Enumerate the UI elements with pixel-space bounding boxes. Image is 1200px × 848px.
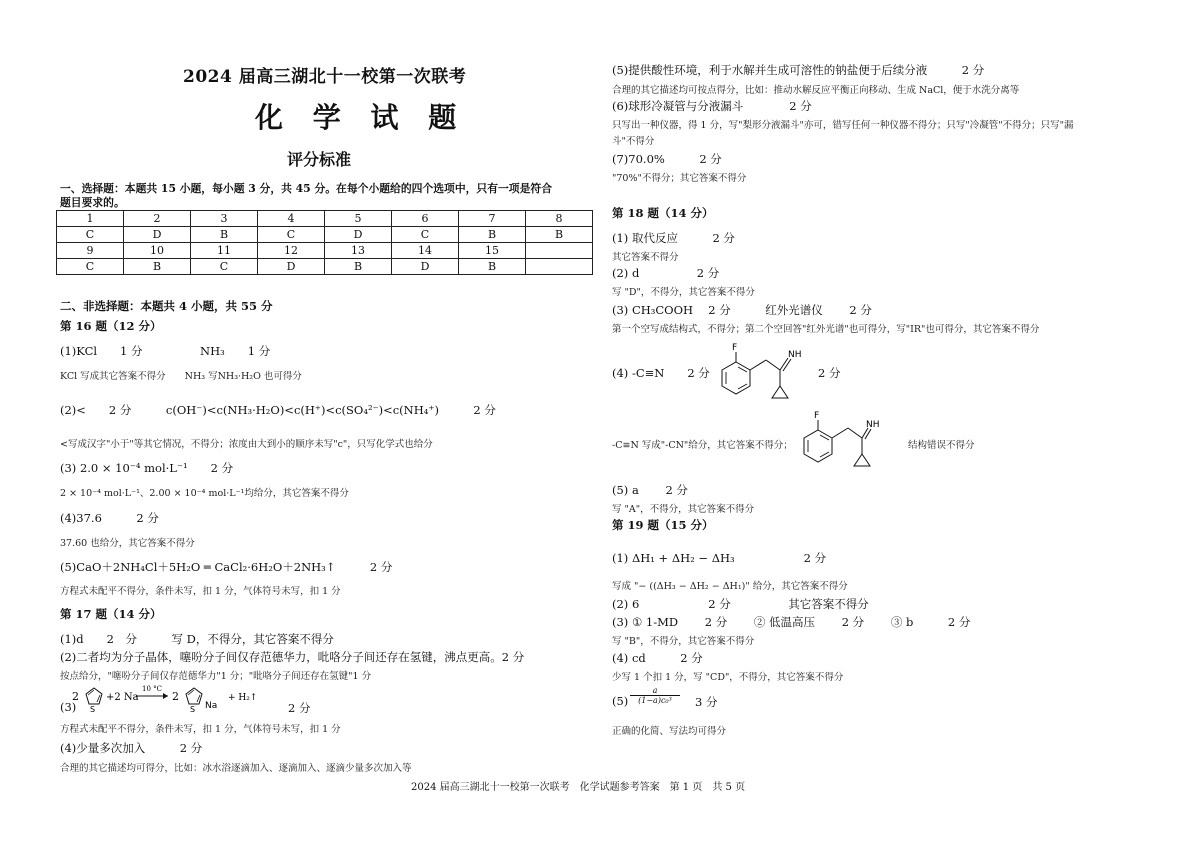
q16-part2: (2)< 2 分 c(OH⁻)<c(NH₃·H₂O)<c(H⁺)<c(SO₄²⁻)<c(NH₄⁺) 2 分 [60, 403, 496, 417]
q19-part1: (1) ΔH₁ + ΔH₂ − ΔH₃ 2 分 [612, 551, 827, 565]
table-cell: B [191, 227, 258, 243]
q18-title: 第 18 题（14 分） [612, 206, 714, 220]
table-cell: 13 [325, 243, 392, 259]
q17-part3-score: 2 分 [288, 701, 311, 715]
table-cell: 6 [392, 211, 459, 227]
q19-note5: 正确的化简、写法均可得分 [612, 726, 727, 737]
q18-note1: 其它答案不得分 [612, 252, 679, 263]
table-cell: C [258, 227, 325, 243]
table-cell: 7 [459, 211, 526, 227]
svg-text:+ H₂↑: + H₂↑ [228, 693, 258, 703]
fraction-denominator: (1−a)c₀³ [638, 696, 672, 705]
imine-label-alt: NH [866, 420, 880, 430]
svg-text:S: S [190, 705, 196, 714]
exam-title: 2024 届高三湖北十一校第一次联考 [183, 67, 467, 87]
table-cell: 14 [392, 243, 459, 259]
imine-label: NH [788, 350, 802, 360]
q18-note5: 写 "A"，不得分，其它答案不得分 [612, 504, 755, 515]
table-row [57, 211, 593, 227]
q19-part2: (2) 6 2 分 其它答案不得分 [612, 597, 869, 611]
svg-text:Na: Na [205, 701, 218, 711]
table-cell: D [325, 227, 392, 243]
svg-text:2: 2 [72, 690, 79, 703]
reaction-condition: 10 °C [142, 685, 162, 693]
q17-note6-cont: 斗"不得分 [612, 136, 655, 147]
table-cell: D [392, 259, 459, 275]
q17-note2: 按点给分，"噻吩分子间仅存范德华力"1 分；"吡咯分子间还存在氢键"1 分 [60, 671, 372, 682]
table-row [57, 227, 593, 243]
subtitle: 评分标准 [287, 150, 352, 169]
q17-part2: (2)二者均为分子晶体，噻吩分子间仅存范德华力，吡咯分子间还存在氢键，沸点更高。2 分 [60, 650, 525, 664]
q19-note3: 写 "B"，不得分，其它答案不得分 [612, 636, 755, 647]
page-footer: 2024 届高三湖北十一校第一次联考 化学试题参考答案 第 1 页 共 5 页 [411, 782, 746, 793]
table-cell: D [258, 259, 325, 275]
section1-heading: 一、选择题：本题共 15 小题，每小题 3 分，共 45 分。在每个小题给的四个选项中，只有一项是符合 [60, 182, 552, 195]
q17-note5: 合理的其它描述均可按点得分，比如：推动水解反应平衡正向移动、生成 NaCl，便于水洗分离等 [612, 85, 1020, 96]
q18-part4: (4) -C≡N 2 分 [612, 366, 710, 380]
q18-note2: 写 "D"，不得分，其它答案不得分 [612, 287, 755, 298]
subject-title: 化 学 试 题 [255, 101, 467, 134]
q16-note3: 2 × 10⁻⁴ mol·L⁻¹、2.00 × 10⁻⁴ mol·L⁻¹均给分，其它答案不得分 [60, 488, 349, 499]
q17-part1: (1)d 2 分 写 D，不得分，其它答案不得分 [60, 632, 334, 646]
table-cell: C [191, 259, 258, 275]
table-cell: C [57, 259, 124, 275]
table-cell: 8 [526, 211, 593, 227]
fluorophenyl-imine-structure [716, 340, 816, 420]
section2-heading: 二、非选择题：本题共 4 小题，共 55 分 [60, 299, 273, 313]
table-cell: B [459, 259, 526, 275]
svg-text:2: 2 [172, 690, 179, 703]
q18-part3: (3) CH₃COOH 2 分 红外光谱仪 2 分 [612, 303, 872, 317]
fluorine-label-alt: F [814, 411, 820, 421]
q17-title: 第 17 题（14 分） [60, 607, 162, 621]
q17-part5: (5)提供酸性环境，利于水解并生成可溶性的钠盐便于后续分液 2 分 [612, 63, 985, 77]
table-cell [526, 259, 593, 275]
q18-note4-right: 结构错误不得分 [908, 440, 975, 451]
q19-note4: 少写 1 个扣 1 分，写 "CD"，不得分，其它答案不得分 [612, 672, 844, 683]
answer-table [56, 210, 593, 275]
thiophene-reaction-diagram [72, 680, 258, 714]
q16-note4: 37.60 也给分，其它答案不得分 [60, 538, 195, 549]
table-cell: 4 [258, 211, 325, 227]
q16-title: 第 16 题（12 分） [60, 319, 162, 333]
table-cell: B [459, 227, 526, 243]
q19-note1: 写成 "− ((ΔH₃ − ΔH₂ − ΔH₁)" 给分，其它答案不得分 [612, 581, 848, 592]
table-cell: 1 [57, 211, 124, 227]
q17-note4: 合理的其它描述均可得分，比如：冰水浴逐滴加入、逐滴加入、逐滴少量多次加入等 [60, 763, 412, 774]
q17-note7: "70%"不得分；其它答案不得分 [612, 173, 747, 184]
table-cell: C [392, 227, 459, 243]
q18-part1: (1) 取代反应 2 分 [612, 231, 735, 245]
q17-part6: (6)球形冷凝管与分液漏斗 2 分 [612, 99, 812, 113]
table-cell: D [124, 227, 191, 243]
q17-note6: 只写出一种仪器，得 1 分，写"梨形分液漏斗"亦可，错写任何一种仪器不得分；只写"冷凝管"不得分；只写"漏 [612, 120, 1074, 131]
q18-note3: 第一个空写成结构式，不得分；第二个空回答"红外光谱"也可得分，写"IR"也可得分，其它答案不得分 [612, 324, 1040, 335]
table-row [57, 259, 593, 275]
table-row [57, 243, 593, 259]
table-cell: C [57, 227, 124, 243]
q17-part3-label: (3) [60, 700, 77, 714]
q19-part3: (3) ① 1-MD 2 分 ② 低温高压 2 分 ③ b 2 分 [612, 615, 971, 629]
q19-part5-score: 3 分 [695, 695, 718, 709]
table-cell: 15 [459, 243, 526, 259]
q16-note1: KCl 写成其它答案不得分 NH₃ 写NH₃·H₂O 也可得分 [60, 371, 302, 382]
q16-part3: (3) 2.0 × 10⁻⁴ mol·L⁻¹ 2 分 [60, 461, 234, 475]
q17-part4: (4)少量多次加入 2 分 [60, 741, 203, 755]
q19-part4: (4) cd 2 分 [612, 651, 703, 665]
table-cell: 10 [124, 243, 191, 259]
q16-note2: <写成汉字"小于"等其它情况，不得分；浓度由大到小的顺序未写"c"，只写化学式也给分 [60, 439, 433, 450]
q17-note3: 方程式未配平不得分，条件未写，扣 1 分，气体符号未写，扣 1 分 [60, 724, 341, 735]
q16-part1: (1)KCl 1 分 NH₃ 1 分 [60, 344, 271, 358]
svg-text:S: S [90, 705, 96, 714]
table-cell: 2 [124, 211, 191, 227]
table-cell: 12 [258, 243, 325, 259]
table-cell: 5 [325, 211, 392, 227]
table-cell: B [124, 259, 191, 275]
q17-part7: (7)70.0% 2 分 [612, 152, 722, 166]
q16-part4: (4)37.6 2 分 [60, 511, 159, 525]
table-cell: 9 [57, 243, 124, 259]
svg-text:+2 Na: +2 Na [106, 692, 139, 703]
q19-fraction [630, 686, 680, 705]
fluorine-label: F [732, 343, 738, 353]
section1-heading-cont: 题目要求的。 [60, 196, 125, 209]
q18-part5: (5) a 2 分 [612, 483, 688, 497]
q16-part5: (5)CaO＋2NH₄Cl＋5H₂O ═ CaCl₂·6H₂O＋2NH₃↑ 2 分 [60, 560, 393, 574]
table-cell: 11 [191, 243, 258, 259]
q18-note4: -C≡N 写成"-CN"给分，其它答案不得分； [612, 440, 793, 451]
table-cell: B [325, 259, 392, 275]
q19-title: 第 19 题（15 分） [612, 518, 714, 532]
q18-part4-score: 2 分 [818, 366, 841, 380]
q16-note5: 方程式未配平不得分，条件未写，扣 1 分，气体符号未写，扣 1 分 [60, 586, 341, 597]
fluorophenyl-imine-structure-alt [798, 410, 898, 480]
table-cell [526, 243, 593, 259]
fraction-numerator: a [630, 686, 680, 696]
q19-part5-label: (5) [612, 694, 629, 708]
table-cell: B [526, 227, 593, 243]
q18-part2: (2) d 2 分 [612, 266, 720, 280]
table-cell: 3 [191, 211, 258, 227]
